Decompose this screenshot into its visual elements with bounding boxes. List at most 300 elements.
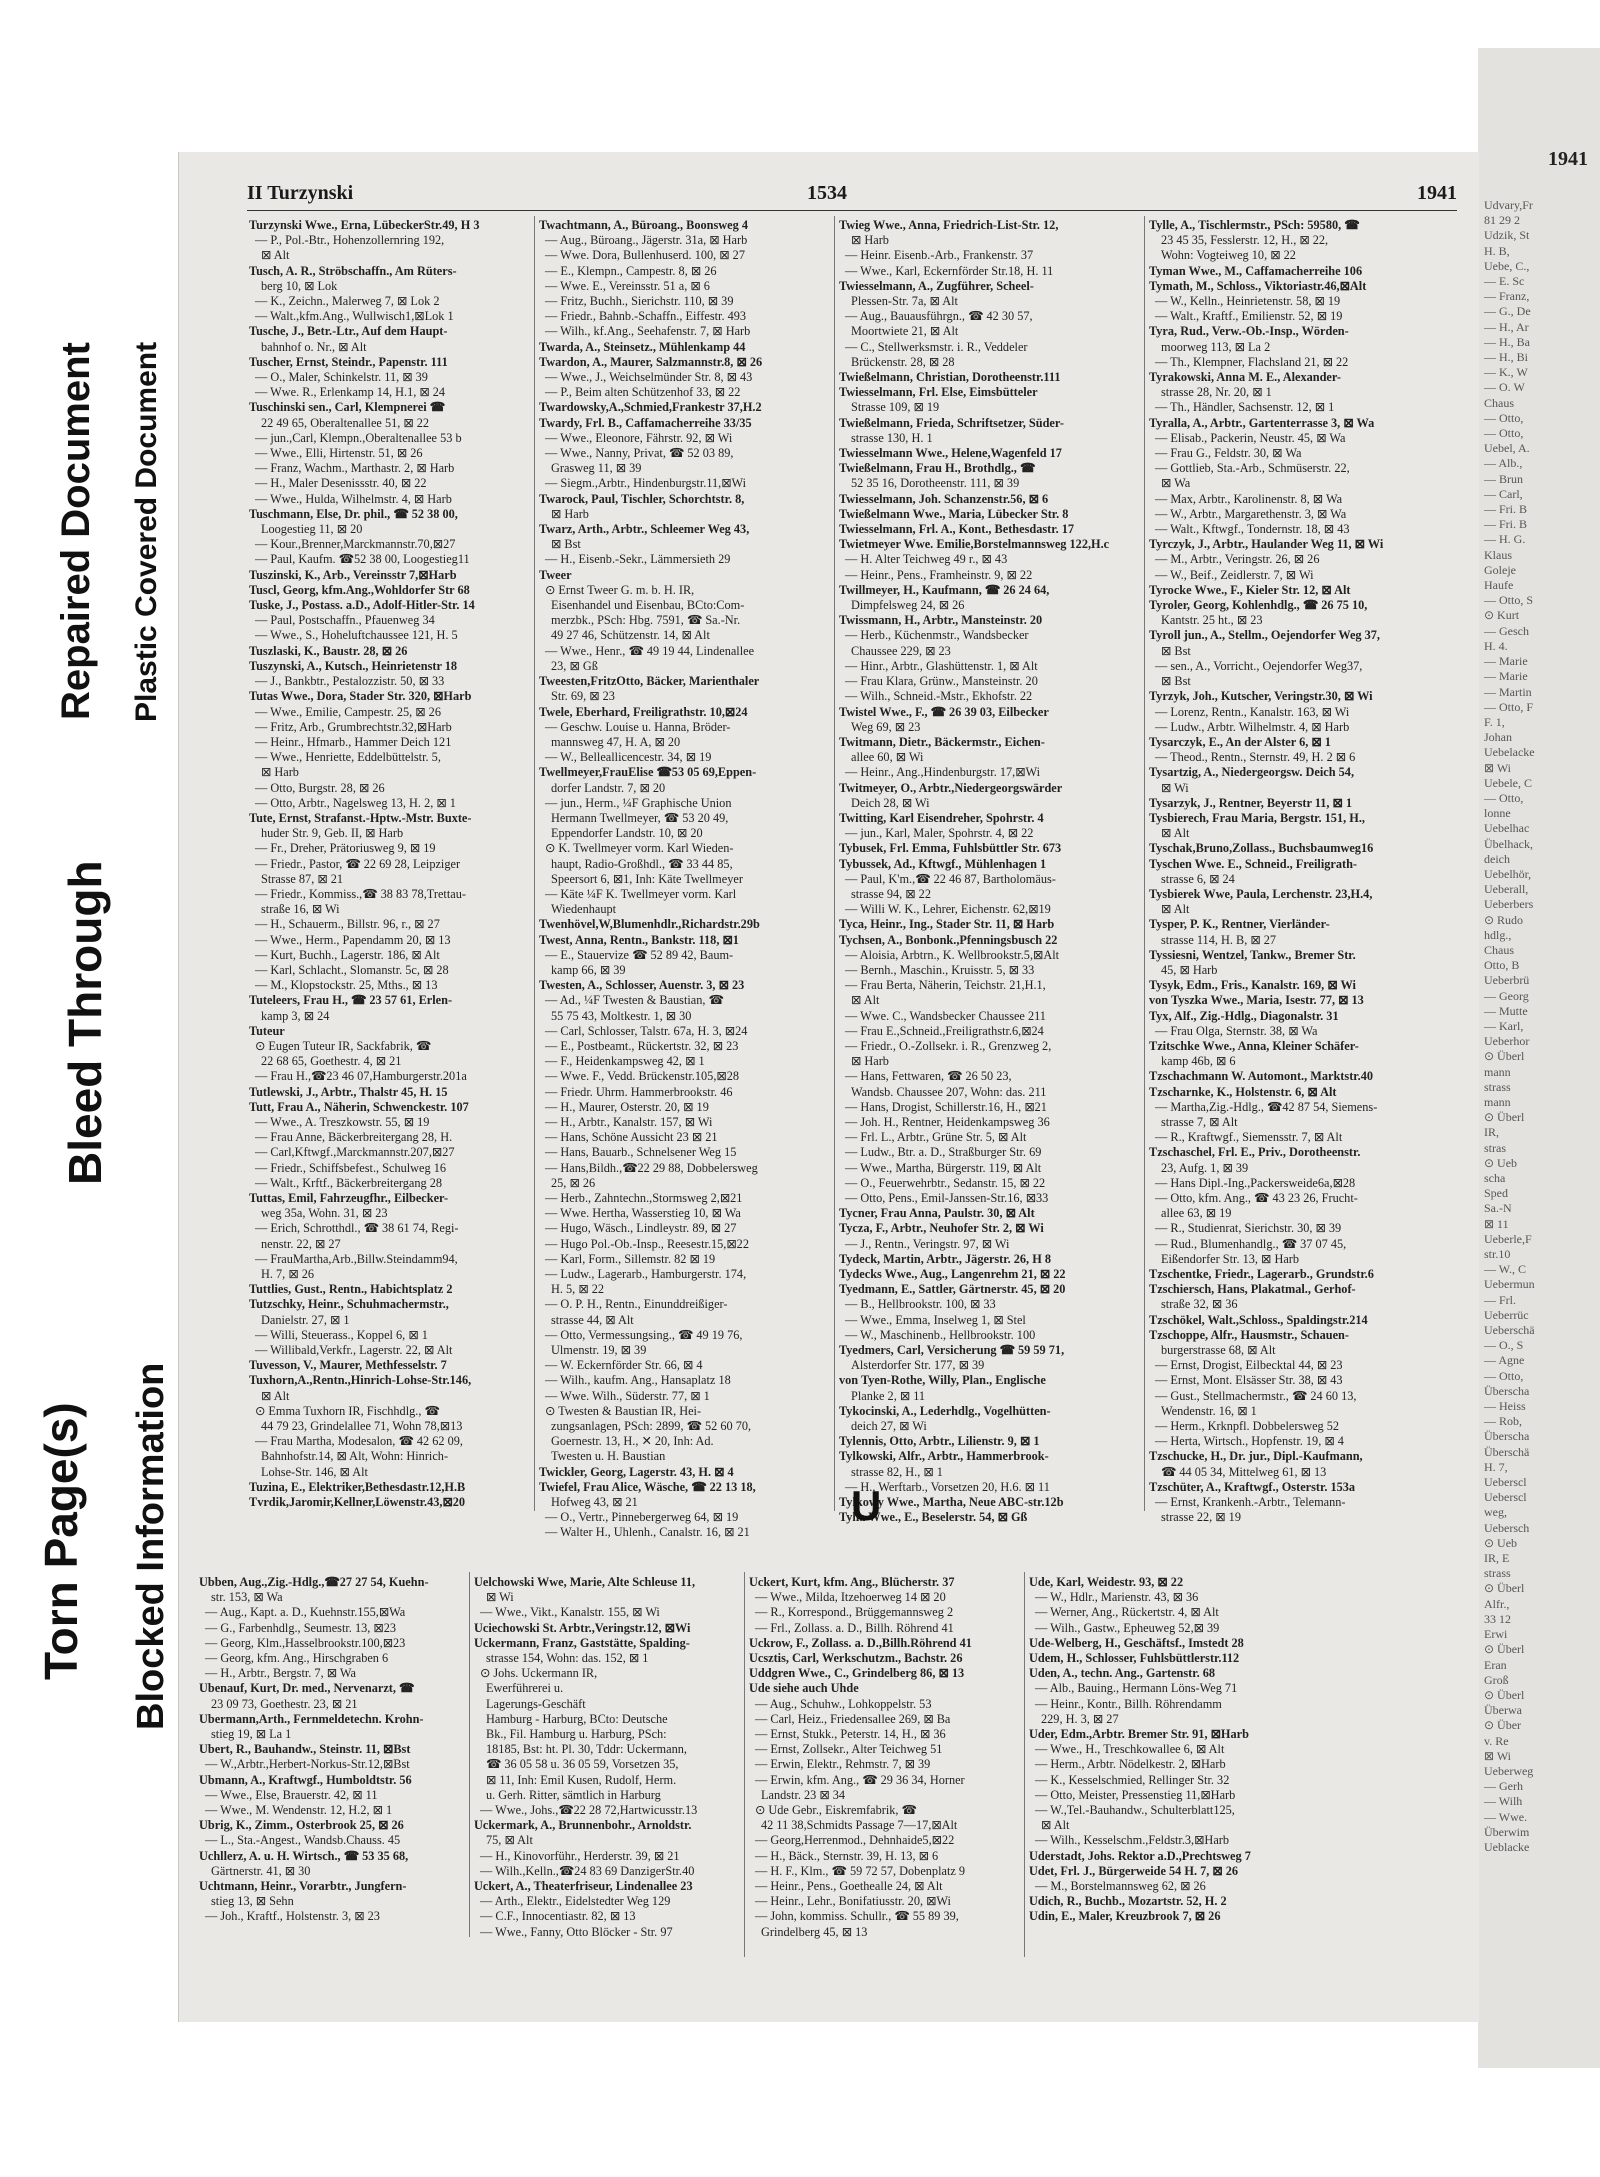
directory-entry-line: 23 45 35, Fesslerstr. 12, H., ⊠ 22,: [1161, 233, 1329, 248]
directory-entry-line: Tysper, P. K., Rentner, Vierländer-: [1149, 917, 1330, 932]
adjacent-page-line: Klaus: [1484, 547, 1512, 562]
directory-entry-line: Ubrig, K., Zimm., Osterbrook 25, ⊠ 26: [199, 1818, 404, 1833]
directory-entry-line: strasse 6, ⊠ 24: [1161, 871, 1235, 886]
directory-entry-line: Planke 2, ⊠ 11: [851, 1388, 926, 1403]
adjacent-page-line: Uebe, C.,: [1484, 258, 1530, 273]
adjacent-page-line: scha: [1484, 1171, 1506, 1185]
directory-entry-line: — Otto, Arbtr., Nagelsweg 13, H. 2, ⊠ 1: [255, 795, 456, 810]
directory-entry-line: Tybussek, Ad., Kftwgf., Mühlenhagen 1: [839, 856, 1047, 871]
directory-entry-line: — Hans Dipl.-Ing.,Packersweide6a,⊠28: [1155, 1175, 1356, 1190]
directory-entry-line: — W., Beif., Zeidlerstr. 7, ⊠ Wi: [1155, 567, 1314, 582]
adjacent-page-line: Johan: [1484, 730, 1512, 745]
directory-entry-line: Tyca, Heinr., Ing., Stader Str. 11, ⊠ Harb: [839, 917, 1055, 932]
directory-entry-line: — Georg, kfm. Ang., Hirschgraben 6: [205, 1651, 389, 1666]
directory-entry-line: Tuxhorn,A.,Rentn.,Hinrich-Lohse-Str.146,: [249, 1373, 472, 1388]
adjacent-page-line: stras: [1484, 1140, 1506, 1155]
adjacent-page-line: — Otto, S: [1484, 593, 1534, 608]
directory-entry-line: Wiedenhaupt: [551, 902, 617, 917]
directory-entry-line: — Ludw., Arbtr. Wilhelmstr. 4, ⊠ Harb: [1155, 719, 1350, 734]
directory-entry-line: — Wwe. F., Vedd. Brückenstr.105,⊠28: [545, 1069, 739, 1084]
directory-entry-line: Udin, E., Maler, Kreuzbrook 7, ⊠ 26: [1029, 1909, 1221, 1924]
directory-entry-line: — Herb., Küchenmstr., Wandsbecker: [845, 628, 1029, 643]
directory-entry-line: — Frl., Zollass. a. D., Billh. Röhrend 41: [755, 1620, 954, 1635]
directory-entry-line: — jun., Herm., ¼F Graphische Union: [545, 795, 732, 810]
directory-entry-line: — Ad., ¼F Twesten & Baustian, ☎: [545, 993, 724, 1008]
directory-entry-line: — Werner, Ang., Rückertstr. 4, ⊠ Alt: [1035, 1605, 1219, 1620]
directory-entry-line: — Carl, Heiz., Friedensallee 269, ⊠ Ba: [755, 1711, 951, 1726]
adjacent-page-line: strass: [1484, 1566, 1511, 1581]
directory-entry-line: — Otto, kfm. Ang., ☎ 43 23 26, Frucht-: [1155, 1191, 1358, 1205]
column-divider: [1024, 1572, 1025, 1957]
directory-entry-line: — Hugo Pol.-Ob.-Insp., Reesestr.15,⊠22: [545, 1236, 749, 1251]
label-repaired-document: Repaired Document: [54, 342, 98, 720]
adjacent-page-line: — Mutte: [1484, 1003, 1528, 1018]
directory-entry-line: — J., Bankbtr., Pestalozzistr. 50, ⊠ 33: [255, 674, 445, 689]
directory-entry-line: — O., Maler, Schinkelstr. 11, ⊠ 39: [255, 370, 428, 385]
directory-entry-line: — Ludw., Btr. a. D., Straßburger Str. 69: [845, 1145, 1042, 1160]
adjacent-page-line: — O., S: [1484, 1338, 1524, 1353]
directory-entry-line: — Herta, Wirtsch., Hopfenstr. 19, ⊠ 4: [1155, 1434, 1344, 1449]
directory-entry-line: Tysyk, Edm., Fris., Kanalstr. 169, ⊠ Wi: [1149, 978, 1356, 993]
adjacent-page-line: Groß: [1484, 1672, 1509, 1687]
directory-column-3: [839, 218, 1139, 1525]
directory-entry-line: — P., Beim alten Schützenhof 33, ⊠ 22: [545, 385, 741, 400]
directory-entry-line: H. 7, ⊠ 26: [261, 1267, 315, 1282]
directory-entry-line: — Georg, Klm.,Hasselbrookstr.100,⊠23: [205, 1635, 406, 1650]
directory-entry-line: Tvrdik,Jaromir,Kellner,Löwenstr.43,⊠20: [249, 1495, 466, 1510]
directory-entry-line: 22 49 65, Oberaltenallee 51, ⊠ 22: [261, 415, 430, 430]
directory-entry-line: — Wwe., Herm., Papendamm 20, ⊠ 13: [255, 932, 451, 947]
directory-entry-line: Tuttlies, Gust., Rentn., Habichtsplatz 2: [249, 1282, 453, 1297]
adjacent-page-line: ⊙ Überl: [1484, 1049, 1525, 1064]
directory-entry-line: — Walter H., Uhlenh., Canalstr. 16, ⊠ 21: [545, 1525, 750, 1540]
adjacent-page-line: — Alb.,: [1484, 456, 1523, 471]
directory-entry-line: — Ludw., Lagerarb., Hamburgerstr. 174,: [545, 1267, 747, 1282]
directory-entry-line: ⊠ Alt: [261, 248, 290, 263]
directory-entry-line: ⊙ Johs. Uckermann IR,: [480, 1666, 598, 1681]
adjacent-page-line: — K., W: [1484, 365, 1528, 380]
directory-entry-line: — Otto, Vermessungsing., ☎ 49 19 76,: [545, 1327, 743, 1342]
directory-entry-line: — W., Belleallicencestr. 34, ⊠ 19: [545, 750, 712, 765]
directory-entry-line: kamp 46b, ⊠ 6: [1161, 1054, 1236, 1069]
directory-entry-line: ⊠ 11, Inh: Emil Kusen, Rudolf, Herm.: [486, 1772, 677, 1787]
section-letter: U: [851, 1482, 882, 1529]
directory-entry-line: — Frau Martha, Modesalon, ☎ 42 62 09,: [255, 1434, 463, 1449]
adjacent-page-line: — Karl,: [1484, 1018, 1524, 1033]
directory-entry-line: — Willi W. K., Lehrer, Eichenstr. 62,⊠19: [845, 902, 1051, 917]
directory-entry-line: Tweer: [539, 567, 572, 582]
adjacent-page-line: v. Re: [1484, 1733, 1509, 1748]
directory-entry-line: strasse 22, ⊠ 19: [1161, 1510, 1241, 1525]
adjacent-page-line: str.10: [1484, 1247, 1511, 1262]
directory-entry-line: Uchllerz, A. u. H. Wirtsch., ☎ 53 35 68,: [199, 1848, 409, 1863]
directory-entry-line: ⊠ Harb: [851, 1054, 889, 1069]
directory-entry-line: — Gust., Stellmachermstr., ☎ 24 60 13,: [1155, 1388, 1357, 1403]
directory-entry-line: Tuscl, Georg, kfm.Ang.,Wohldorfer Str 68: [249, 582, 470, 597]
directory-entry-line: — Fritz, Arb., Grumbrechtstr.32,⊠Harb: [255, 719, 452, 734]
adjacent-page-line: mann: [1484, 1094, 1511, 1109]
directory-entry-line: Tydeck, Martin, Arbtr., Jägerstr. 26, H 8: [839, 1251, 1051, 1266]
directory-entry-line: — R., Studienrat, Sierichstr. 30, ⊠ 39: [1155, 1221, 1342, 1236]
directory-entry-line: ⊠ Bst: [1161, 643, 1191, 658]
page-header: [247, 180, 1457, 211]
directory-entry-line: — Wwe., S., Hoheluftchaussee 121, H. 5: [255, 628, 458, 643]
directory-entry-line: — W.,Tel.-Bauhandw., Schulterblatt125,: [1035, 1803, 1235, 1818]
directory-entry-line: Tycner, Frau Anna, Paulstr. 30, ⊠ Alt: [839, 1206, 1035, 1221]
directory-entry-line: — Wwe., A. Treszkowstr. 55, ⊠ 19: [255, 1114, 430, 1129]
directory-entry-line: Twießelmann, Frieda, Schriftsetzer, Süder-: [839, 415, 1064, 430]
directory-entry-line: — sen., A., Vorricht., Oejendorfer Weg37,: [1155, 658, 1363, 673]
directory-entry-line: Tute, Ernst, Strafanst.-Hptw.-Mstr. Buxte-: [249, 810, 472, 825]
directory-entry-line: Uckert, A., Theaterfriseur, Lindenallee 23: [474, 1879, 693, 1894]
directory-entry-line: haupt, Radio-Großhdl., ☎ 33 44 85,: [551, 856, 733, 871]
adjacent-page-line: — W., C: [1484, 1262, 1527, 1277]
directory-entry-line: — Frau Anne, Bäckerbreitergang 28, H.: [255, 1130, 453, 1145]
directory-entry-line: zungsanlagen, PSch: 2899, ☎ 52 60 70,: [551, 1419, 752, 1434]
directory-entry-line: moorweg 113, ⊠ La 2: [1161, 339, 1271, 354]
directory-entry-line: ⊙ Twesten & Baustian IR, Hei-: [545, 1403, 702, 1418]
directory-entry-line: merzbk., PSch: Hbg. 7591, ☎ Sa.-Nr.: [551, 613, 741, 628]
directory-entry-line: Tysarczyk, E., An der Alster 6, ⊠ 1: [1149, 734, 1331, 749]
directory-entry-line: Twießelmann, Frau H., Brothdlg., ☎: [839, 461, 1036, 476]
directory-entry-line: — H. Alter Teichweg 49 r., ⊠ 43: [845, 552, 1008, 567]
directory-entry-line: — B., Hellbrookstr. 100, ⊠ 33: [845, 1297, 996, 1312]
directory-entry-line: — Herm., Krknpfl. Dobbelersweg 52: [1155, 1419, 1340, 1434]
directory-entry-line: — Friedr., Kommiss.,☎ 38 83 78,Trettau-: [255, 886, 466, 901]
adjacent-page-line: strass: [1484, 1079, 1511, 1094]
directory-entry-line: — Aug., Kapt. a. D., Kuehnstr.155,⊠Wa: [205, 1605, 406, 1620]
directory-entry-line: allee 63, ⊠ 19: [1161, 1206, 1232, 1221]
adjacent-page-line: H. 7,: [1484, 1459, 1508, 1474]
directory-entry-line: — Otto, Pens., Emil-Janssen-Str.16, ⊠33: [845, 1191, 1049, 1205]
directory-entry-line: ⊠ Bst: [551, 537, 581, 552]
directory-entry-line: Ulmenstr. 19, ⊠ 39: [551, 1343, 647, 1358]
directory-entry-line: Twistel Wwe., F., ☎ 26 39 03, Eilbecker: [839, 704, 1049, 719]
directory-entry-line: Ucsztis, Carl, Werkschutzm., Bachstr. 26: [749, 1651, 963, 1666]
directory-entry-line: — Frau Berta, Näherin, Teichstr. 21,H.1,: [845, 978, 1046, 993]
adjacent-page-line: Ueberall,: [1484, 882, 1529, 897]
directory-entry-line: 18185, Bst: ht. Pl. 30, Tddr: Uckermann,: [486, 1742, 687, 1757]
directory-entry-line: — Th., Händler, Sachsenstr. 12, ⊠ 1: [1155, 400, 1335, 415]
directory-entry-line: — Wilh.,Kelln.,☎24 83 69 DanzigerStr.40: [480, 1863, 695, 1878]
directory-entry-line: Wohn: Vogteiweg 10, ⊠ 22: [1161, 248, 1296, 263]
column-divider: [534, 216, 535, 1511]
directory-entry-line: Tylennis, Otto, Arbtr., Lilienstr. 9, ⊠ 1: [839, 1434, 1040, 1449]
directory-entry-line: Udem, H., Schlosser, Fuhlsbüttlerstr.112: [1029, 1651, 1240, 1666]
directory-entry-line: Tylkowy Wwe., Martha, Neue ABC-str.12b: [839, 1495, 1064, 1510]
directory-entry-line: Strasse 87, ⊠ 21: [261, 871, 344, 886]
directory-entry-line: ⊠ Harb: [851, 233, 889, 248]
directory-entry-line: — Frau Klara, Grünw., Mansteinstr. 20: [845, 674, 1038, 689]
directory-entry-line: — Wwe., Henriette, Eddelbüttelstr. 5,: [255, 750, 441, 765]
directory-entry-line: — FrauMartha,Arb.,Billw.Steindamm94,: [255, 1251, 458, 1266]
directory-entry-line: u. Gerh. Ritter, sämtlich in Harburg: [486, 1787, 661, 1802]
adjacent-page-line: — Gesch: [1484, 623, 1529, 638]
directory-entry-line: Twiesselmann, Joh. Schanzenstr.56, ⊠ 6: [839, 491, 1049, 506]
directory-entry-line: Tydecks Wwe., Aug., Langenrehm 21, ⊠ 22: [839, 1267, 1066, 1282]
directory-entry-line: Tyrzyk, Joh., Kutscher, Veringstr.30, ⊠ Wi: [1149, 689, 1373, 704]
directory-entry-line: 44 79 23, Grindelallee 71, Wohn 78,⊠13: [261, 1419, 463, 1434]
directory-entry-line: — Wwe. R., Erlenkamp 14, H.1, ⊠ 24: [255, 385, 446, 400]
adjacent-page-line: — Wilh: [1484, 1794, 1523, 1809]
adjacent-page-line: H. 4.: [1484, 638, 1508, 653]
adjacent-page-line: — Franz,: [1484, 289, 1530, 304]
directory-entry-line: — H., Arbtr., Bergstr. 7, ⊠ Wa: [205, 1666, 356, 1681]
directory-entry-line: — Geschw. Louise u. Hanna, Bröder-: [545, 719, 731, 734]
adjacent-page-line: Uebelacke: [1484, 745, 1535, 760]
label-torn-pages: Torn Page(s): [35, 1402, 87, 1680]
directory-entry-line: — W. Eckernförder Str. 66, ⊠ 4: [545, 1358, 703, 1373]
directory-entry-line: 25, ⊠ 26: [551, 1175, 596, 1190]
directory-entry-line: — Aug., Büroang., Jägerstr. 31a, ⊠ Harb: [545, 233, 748, 248]
directory-entry-line: Tyedmann, E., Sattler, Gärtnerstr. 45, ⊠ 20: [839, 1282, 1066, 1297]
directory-entry-line: — Wwe., Vikt., Kanalstr. 155, ⊠ Wi: [480, 1605, 660, 1620]
directory-entry-line: — Hans, Schöne Aussicht 23 ⊠ 21: [545, 1130, 718, 1145]
directory-entry-line: Tzschiersch, Hans, Plakatmal., Gerhof-: [1149, 1282, 1356, 1297]
directory-entry-line: Uder, Edm.,Arbtr. Bremer Str. 91, ⊠Harb: [1029, 1727, 1249, 1742]
directory-entry-line: strasse 44, ⊠ Alt: [551, 1312, 634, 1327]
adjacent-page-line: — Carl,: [1484, 486, 1523, 501]
column-divider: [1144, 216, 1145, 1511]
directory-entry-line: — Frl. L., Arbtr., Grüne Str. 5, ⊠ Alt: [845, 1130, 1027, 1145]
directory-entry-line: Tuzina, E., Elektriker,Bethesdastr.12,H.B: [249, 1479, 466, 1494]
directory-entry-line: — jun.,Carl, Klempn.,Oberaltenallee 53 b: [255, 430, 462, 445]
adjacent-page-line: ⊠ 11: [1484, 1216, 1509, 1231]
directory-entry-line: — Paul, Kaufm. ☎52 38 00, Loogestieg11: [255, 552, 470, 567]
directory-entry-line: Udet, Frl. J., Bürgerweide 54 H. 7, ⊠ 26: [1029, 1863, 1239, 1878]
directory-entry-line: Str. 69, ⊠ 23: [551, 689, 615, 704]
directory-entry-line: — F., Heidenkampsweg 42, ⊠ 1: [545, 1054, 705, 1069]
adjacent-page-line: Überscha: [1484, 1383, 1530, 1398]
directory-entry-line: Uden, A., techn. Ang., Gartenstr. 68: [1029, 1666, 1216, 1681]
directory-entry-line: Tzschüter, A., Kraftwgf., Osterstr. 153a: [1149, 1479, 1356, 1494]
directory-entry-line: strasse 82, H., ⊠ 1: [851, 1464, 943, 1479]
adjacent-page-line: lonne: [1484, 806, 1511, 821]
directory-entry-line: Tzschentke, Friedr., Lagerarb., Grundstr.6: [1149, 1267, 1374, 1282]
directory-entry-line: Tyssiesni, Wentzel, Tankw., Bremer Str.: [1149, 947, 1356, 962]
directory-entry-line: Tyman Wwe., M., Caffamacherreihe 106: [1149, 263, 1363, 278]
directory-entry-line: ⊠ Wa: [1161, 476, 1191, 491]
directory-entry-line: Landstr. 23 ⊠ 34: [761, 1787, 846, 1802]
directory-entry-line: — Otto, Meister, Pressenstieg 11,⊠Harb: [1035, 1787, 1236, 1802]
directory-entry-line: berg 10, ⊠ Lok: [261, 278, 338, 293]
directory-entry-line: Danielstr. 27, ⊠ 1: [261, 1312, 350, 1327]
directory-entry-line: Twießelmann Wwe., Maria, Lübecker Str. 8: [839, 506, 1069, 521]
directory-entry-line: Tylle, A., Tischlermstr., PSch: 59580, ☎: [1149, 218, 1360, 232]
adjacent-page-line: 81 29 2: [1484, 213, 1520, 228]
directory-entry-line: Tyralla, A., Arbtr., Gartenterrasse 3, ⊠ Wa: [1149, 415, 1375, 430]
directory-entry-line: — Kurt, Buchh., Lagerstr. 186, ⊠ Alt: [255, 947, 440, 962]
directory-entry-line: — Joh. H., Rentner, Heidenkampsweg 36: [845, 1114, 1050, 1129]
adjacent-page-line: Chaus: [1484, 395, 1514, 410]
directory-entry-line: — Aug., Schuhw., Lohkoppelstr. 53: [755, 1696, 932, 1711]
adjacent-page-line: Ueberweg: [1484, 1763, 1534, 1778]
directory-entry-line: — Karl, Form., Sillemstr. 82 ⊠ 19: [545, 1251, 716, 1266]
directory-entry-line: kamp 3, ⊠ 24: [261, 1008, 330, 1023]
directory-entry-line: Tycza, F., Arbtr., Neuhofer Str. 2, ⊠ Wi: [839, 1221, 1044, 1236]
directory-entry-line: Tuteleers, Frau H., ☎ 23 57 61, Erlen-: [249, 993, 453, 1008]
adjacent-page-line: Ueberbrü: [1484, 973, 1530, 988]
directory-entry-line: — Herb., Zahntechn.,Stormsweg 2,⊠21: [545, 1191, 743, 1205]
directory-entry-line: — Frau Olga, Sternstr. 38, ⊠ Wa: [1155, 1023, 1318, 1038]
adjacent-page-line: Uebelhör,: [1484, 866, 1532, 881]
adjacent-page-line: Überscha: [1484, 1429, 1530, 1444]
adjacent-page-line: Uebel, A.: [1484, 441, 1530, 456]
directory-entry-line: — Aug., Bauausführgn., ☎ 42 30 57,: [845, 309, 1033, 324]
directory-entry-line: ⊠ Harb: [261, 765, 299, 780]
header-section-name: II Turzynski: [247, 182, 354, 204]
directory-entry-line: — Wwe., Johs.,☎22 28 72,Hartwicusstr.13: [480, 1803, 698, 1818]
directory-entry-line: — Martha,Zig.-Hdlg., ☎42 87 54, Siemens-: [1155, 1099, 1378, 1114]
adjacent-page-line: Alfr.,: [1484, 1596, 1510, 1611]
directory-entry-line: — E., Stauervize ☎ 52 89 42, Baum-: [545, 947, 734, 962]
directory-entry-line: — H., Arbtr., Kanalstr. 157, ⊠ Wi: [545, 1114, 713, 1129]
directory-entry-line: — Wilh., Kesselschm.,Feldstr.3,⊠Harb: [1035, 1833, 1230, 1848]
directory-column-7: [749, 1575, 1019, 1955]
directory-entry-line: mannsweg 47, H. A, ⊠ 20: [551, 734, 681, 749]
directory-entry-line: Tutt, Frau A., Näherin, Schwenckestr. 107: [249, 1099, 469, 1114]
directory-entry-line: — Wwe., Emma, Inselweg 1, ⊠ Stel: [845, 1312, 1026, 1327]
directory-entry-line: — R., Kraftwgf., Siemensstr. 7, ⊠ Alt: [1155, 1130, 1343, 1145]
header-year: 1941: [1417, 182, 1457, 204]
directory-entry-line: Bk., Fil. Hamburg u. Harburg, PSch:: [486, 1727, 667, 1742]
directory-entry-line: straße 32, ⊠ 36: [1161, 1297, 1238, 1312]
adjacent-page-line: Uebersch: [1484, 1520, 1530, 1535]
adjacent-page-line: Uebele, C: [1484, 775, 1532, 790]
adjacent-page-line: — Otto,: [1484, 410, 1524, 425]
directory-entry-line: Tzschökel, Walt.,Schloss., Spaldingstr.214: [1149, 1312, 1368, 1327]
adjacent-page-line: — E. Sc: [1484, 274, 1525, 289]
directory-entry-line: — Wwe., J., Weichselmünder Str. 8, ⊠ 43: [545, 370, 753, 385]
adjacent-page-line: Überwa: [1484, 1703, 1522, 1718]
directory-entry-line: Tusche, J., Betr.-Ltr., Auf dem Haupt-: [249, 324, 448, 339]
directory-entry-line: — J., Rentn., Veringstr. 97, ⊠ Wi: [845, 1236, 1010, 1251]
directory-entry-line: — Friedr. Uhrm. Hammerbrookstr. 46: [545, 1084, 733, 1099]
directory-entry-line: stieg 19, ⊠ La 1: [211, 1727, 292, 1742]
directory-entry-line: — Hans,Bildh.,☎22 29 88, Dobbelersweg: [545, 1160, 758, 1175]
directory-entry-line: 229, H. 3, ⊠ 27: [1041, 1711, 1119, 1726]
directory-entry-line: stieg 13, ⊠ Sehn: [211, 1894, 294, 1909]
adjacent-page-line: IR, E: [1484, 1551, 1510, 1566]
directory-entry-line: Uckermann, Franz, Gaststätte, Spalding-: [474, 1635, 690, 1650]
directory-entry-line: — Alb., Bauing., Hermann Löns-Weg 71: [1035, 1681, 1238, 1696]
adjacent-page-header: 1941: [1548, 148, 1588, 170]
adjacent-page-line: H. B,: [1484, 243, 1510, 258]
directory-entry-line: Tuszinski, K., Arb., Vereinsstr 7,⊠Harb: [249, 567, 457, 582]
adjacent-page-line: — Frl.: [1484, 1292, 1517, 1307]
directory-entry-line: — Wilh., Schneid.-Mstr., Ekhofstr. 22: [845, 689, 1033, 704]
adjacent-page-line: ⊙ Über: [1484, 1718, 1522, 1733]
directory-entry-line: — Ernst, Mont. Elsässer Str. 38, ⊠ 43: [1155, 1373, 1343, 1388]
directory-entry-line: Tyedmers, Carl, Versicherung ☎ 59 59 71,: [839, 1343, 1065, 1358]
directory-entry-line: Hamburg - Harburg, BCto: Deutsche: [486, 1711, 668, 1726]
adjacent-page-line: Ueberschä: [1484, 1323, 1535, 1338]
directory-entry-line: Uckert, Kurt, kfm. Ang., Blücherstr. 37: [749, 1575, 955, 1589]
directory-entry-line: — E., Postbeamt., Rückertstr. 32, ⊠ 23: [545, 1038, 739, 1053]
directory-entry-line: Tutlewski, J., Arbtr., Thalstr 45, H. 15: [249, 1084, 448, 1099]
directory-entry-line: — Franz, Wachm., Marthastr. 2, ⊠ Harb: [255, 461, 455, 476]
adjacent-page-line: Überschä: [1484, 1444, 1530, 1459]
directory-column-4: [1149, 218, 1449, 1525]
adjacent-page-line: Sa.-N: [1484, 1201, 1512, 1216]
adjacent-page-line: Eran: [1484, 1657, 1507, 1672]
directory-entry-line: — Wwe. Hertha, Wasserstieg 10, ⊠ Wa: [545, 1206, 741, 1221]
directory-entry-line: Tymath, M., Schloss., Viktoriastr.46,⊠Alt: [1149, 278, 1367, 293]
directory-column-1: [249, 218, 529, 1508]
directory-entry-line: Tzschoppe, Alfr., Hausmstr., Schauen-: [1149, 1327, 1349, 1342]
directory-entry-line: — Ernst, Stukk., Peterstr. 14, H., ⊠ 36: [755, 1727, 946, 1742]
directory-entry-line: straße 16, ⊠ Wi: [261, 902, 340, 917]
directory-entry-line: — W., Kelln., Heinrietenstr. 58, ⊠ 19: [1155, 294, 1341, 309]
label-bleed-through: Bleed Through: [59, 860, 111, 1185]
directory-entry-line: — Paul, K'm.,☎ 22 46 87, Bartholomäus-: [845, 871, 1056, 886]
directory-entry-line: 42 11 38,Schmidts Passage 7—17,⊠Alt: [761, 1818, 958, 1833]
directory-entry-line: Twissmann, H., Arbtr., Mansteinstr. 20: [839, 613, 1043, 628]
adjacent-page-line: — Rob,: [1484, 1414, 1523, 1429]
directory-entry-line: — Wwe., Fanny, Otto Blöcker - Str. 97: [480, 1924, 673, 1939]
directory-entry-line: H. 5, ⊠ 22: [551, 1282, 605, 1297]
directory-entry-line: ☎ 44 05 34, Mittelweg 61, ⊠ 13: [1161, 1464, 1327, 1479]
directory-entry-line: ⊙ Eugen Tuteur IR, Sackfabrik, ☎: [255, 1038, 432, 1053]
adjacent-page-line: — Gerh: [1484, 1779, 1523, 1794]
directory-entry-line: — Heinr., Kontr., Billh. Röhrendamm: [1035, 1696, 1222, 1711]
directory-entry-line: — Bernh., Maschin., Kruisstr. 5, ⊠ 33: [845, 962, 1035, 977]
directory-entry-line: — M., Borstelmannsweg 62, ⊠ 26: [1035, 1879, 1206, 1894]
adjacent-page-line: Ueberscl: [1484, 1490, 1527, 1505]
directory-entry-line: Tysbierek Wwe, Paula, Lerchenstr. 23,H.4,: [1149, 886, 1373, 901]
directory-entry-line: Twellmeyer,FrauElise ☎53 05 69,Eppen-: [539, 765, 757, 780]
directory-entry-line: — Heinr., Hfmarb., Hammer Deich 121: [255, 734, 452, 749]
directory-entry-line: Twieg Wwe., Anna, Friedrich-List-Str. 12,: [839, 218, 1059, 232]
directory-entry-line: Uciechowski St. Arbtr.,Veringstr.12, ⊠Wi: [474, 1620, 691, 1635]
directory-entry-line: ⊠ Alt: [261, 1388, 290, 1403]
directory-entry-line: Uderstadt, Johs. Rektor a.D.,Prechtsweg 7: [1029, 1848, 1251, 1863]
directory-entry-line: — Walt.,kfm.Ang., Wullwisch1,⊠Lok 1: [255, 309, 454, 324]
directory-entry-line: Tyroler, Georg, Kohlenhdlg., ☎ 26 75 10,: [1149, 598, 1368, 613]
directory-entry-line: Wendenstr. 16, ⊠ 1: [1161, 1403, 1257, 1418]
directory-entry-line: Twardon, A., Maurer, Salzmannstr.8, ⊠ 26: [539, 354, 763, 369]
directory-entry-line: — Wwe., Emilie, Campestr. 25, ⊠ 26: [255, 704, 441, 719]
directory-entry-line: Brückenstr. 28, ⊠ 28: [851, 354, 955, 369]
directory-entry-line: 45, ⊠ Harb: [1161, 962, 1218, 977]
label-plastic-covered-document: Plastic Covered Document: [130, 341, 163, 722]
directory-entry-line: Twiesselmann Wwe., Helene,Wagenfeld 17: [839, 446, 1062, 461]
directory-entry-line: — Heinr. Eisenb.-Arb., Frankenstr. 37: [845, 248, 1034, 263]
directory-entry-line: — Heinr., Pens., Goethealle 24, ⊠ Alt: [755, 1879, 943, 1894]
directory-entry-line: Twarock, Paul, Tischler, Schorchtstr. 8,: [539, 491, 745, 506]
page-number: 1534: [807, 182, 847, 204]
directory-entry-line: — Erwin, kfm. Ang., ☎ 29 36 34, Horner: [755, 1772, 965, 1787]
directory-entry-line: — Carl, Schlosser, Talstr. 67a, H. 3, ⊠24: [545, 1023, 748, 1038]
directory-entry-line: — Frau E.,Schneid.,Freiligrathstr.6,⊠24: [845, 1023, 1044, 1038]
directory-entry-line: ⊠ Alt: [851, 993, 880, 1008]
directory-entry-line: Gärtnerstr. 41, ⊠ 30: [211, 1863, 311, 1878]
adjacent-page-line: Ueblacke: [1484, 1839, 1530, 1854]
directory-entry-line: 23, Aufg. 1, ⊠ 39: [1161, 1160, 1249, 1175]
directory-entry-line: — Walt., Kftwgf., Tondernstr. 18, ⊠ 43: [1155, 522, 1350, 537]
directory-entry-line: ⊙ Ernst Tweer G. m. b. H. IR,: [545, 582, 695, 597]
directory-entry-line: — Frau G., Feldstr. 30, ⊠ Wa: [1155, 446, 1302, 461]
adjacent-page-line: — Brun: [1484, 471, 1523, 486]
directory-entry-line: Tuszlaski, K., Baustr. 28, ⊠ 26: [249, 643, 408, 658]
adjacent-page-line: — Otto, F: [1484, 699, 1534, 714]
adjacent-page-line: ⊙ Rudo: [1484, 912, 1524, 927]
directory-entry-line: 75, ⊠ Alt: [486, 1833, 533, 1848]
directory-entry-line: Twitmann, Dietr., Bäckermstr., Eichen-: [839, 734, 1045, 749]
directory-entry-line: 55 75 43, Moltkestr. 1, ⊠ 30: [551, 1008, 692, 1023]
directory-entry-line: Grindelberg 45, ⊠ 13: [761, 1924, 868, 1939]
directory-entry-line: Ude, Karl, Weidestr. 93, ⊠ 22: [1029, 1575, 1184, 1589]
